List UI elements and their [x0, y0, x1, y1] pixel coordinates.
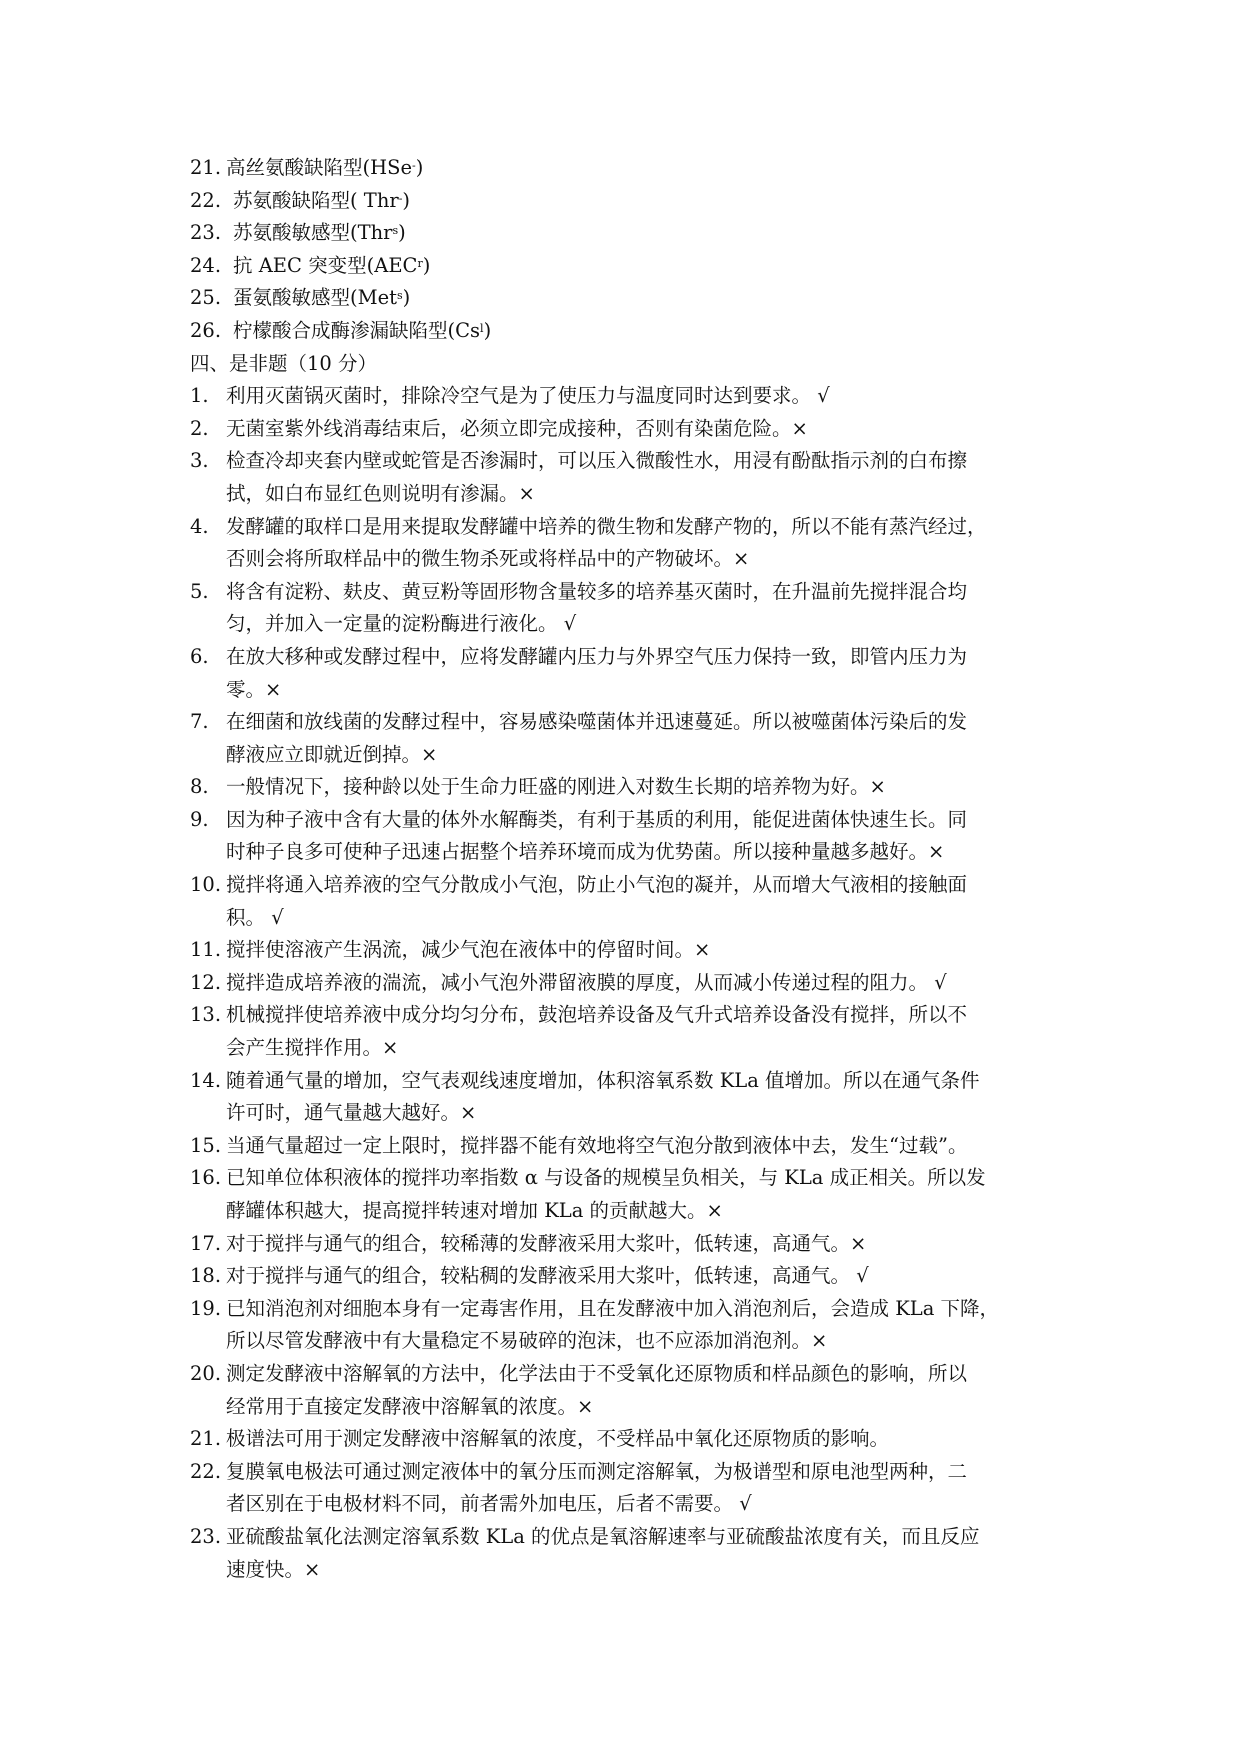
judgement-item: [190, 641, 1060, 706]
item-text: 许可时，通气量越大越好。×: [226, 1101, 477, 1125]
item-number: 16.: [190, 1166, 222, 1190]
item-text: 会产生搅拌作用。×: [226, 1036, 399, 1060]
judgement-first-line: [190, 967, 1060, 1000]
judgement-continuation-line: [190, 543, 1060, 576]
item-text: 拭，如白布显红色则说明有渗漏。×: [226, 481, 535, 505]
item-text: 当通气量超过一定上限时，搅拌器不能有效地将空气泡分散到液体中去，发生“过载”。: [226, 1133, 968, 1157]
item-number: [190, 674, 226, 707]
list-item: [190, 282, 1060, 315]
item-number: [190, 1391, 226, 1424]
judgement-first-line: [190, 1130, 1060, 1163]
item-superscript: l: [480, 321, 484, 335]
section-title: [190, 348, 1060, 381]
item-number: 19.: [190, 1296, 222, 1320]
item-number: [190, 1325, 226, 1358]
item-text: 检查冷却夹套内壁或蛇管是否渗漏时，可以压入微酸性水，用浸有酚酞指示剂的白布擦: [226, 449, 968, 473]
judgement-item: [190, 1358, 1060, 1423]
item-superscript: -: [412, 159, 416, 172]
item-number: 22.: [190, 1459, 222, 1483]
item-number: [190, 1195, 226, 1228]
judgement-first-line: [190, 1423, 1060, 1456]
item-text-tail: ): [398, 221, 406, 245]
item-text-main: 蛋氨酸敏感型(Met: [233, 286, 397, 310]
item-superscript: s: [392, 224, 399, 238]
judgement-item: [190, 1130, 1060, 1163]
item-text-tail: ): [402, 188, 411, 212]
judgement-item: [190, 999, 1060, 1064]
judgement-first-line: [190, 771, 1060, 804]
item-number: 22.: [190, 188, 222, 212]
item-text: 利用灭菌锅灭菌时，排除冷空气是为了使压力与温度同时达到要求。 √: [226, 384, 830, 408]
judgement-item: [190, 511, 1060, 576]
item-text: 将含有淀粉、麸皮、黄豆粉等固形物含量较多的培养基灭菌时，在升温前先搅拌混合均: [226, 579, 968, 603]
item-number: 24.: [190, 253, 222, 277]
judgement-first-line: [190, 1065, 1060, 1098]
judgement-item: [190, 869, 1060, 934]
judgement-first-line: [190, 413, 1060, 446]
item-text: 时种子良多可使种子迅速占据整个培养环境而成为优势菌。所以接种量越多越好。×: [226, 840, 945, 864]
judgement-continuation-line: [190, 1097, 1060, 1130]
item-text: 极谱法可用于测定发酵液中溶解氧的浓度，不受样品中氧化还原物质的影响。: [226, 1427, 890, 1451]
judgement-continuation-line: [190, 739, 1060, 772]
item-number: 11.: [190, 938, 222, 962]
item-text: 酵罐体积越大，提高搅拌转速对增加 KLa 的贡献越大。×: [226, 1199, 723, 1222]
section-title-text: 四、是非题（10 分）: [190, 351, 378, 375]
judgement-item: [190, 706, 1060, 771]
item-number: [190, 1032, 226, 1065]
item-text: 对于搅拌与通气的组合，较粘稠的发酵液采用大浆叶，低转速，高通气。 √: [226, 1264, 869, 1288]
judgement-continuation-line: [190, 478, 1060, 511]
judgement-item: [190, 1228, 1060, 1261]
item-number: 18.: [190, 1264, 222, 1288]
item-text: 否则会将所取样品中的微生物杀死或将样品中的产物破坏。×: [226, 547, 750, 571]
judgement-continuation-line: [190, 1554, 1060, 1587]
item-text: 零。×: [226, 677, 282, 701]
judgement-continuation-line: [190, 1391, 1060, 1424]
judgement-item: [190, 576, 1060, 641]
item-number: 3.: [190, 449, 209, 473]
item-text: [226, 152, 1060, 185]
judgement-item: [190, 1293, 1060, 1358]
item-number: 1.: [190, 384, 209, 408]
item-text: 搅拌造成培养液的湍流，减小气泡外滞留液膜的厚度，从而减小传递过程的阻力。 √: [226, 970, 947, 994]
item-number: 20.: [190, 1361, 222, 1385]
document-page: [190, 152, 1060, 1586]
item-number: 23.: [190, 1524, 222, 1548]
item-text-tail: ): [402, 286, 411, 310]
item-number: [190, 739, 226, 772]
judgement-first-line: [190, 869, 1060, 902]
judgement-first-line: [190, 445, 1060, 478]
judgement-item: [190, 1521, 1060, 1586]
item-text: [226, 185, 1060, 218]
judgement-first-line: [190, 1358, 1060, 1391]
list-item: [190, 185, 1060, 218]
item-text-main: 抗 AEC 突变型(AEC: [233, 253, 418, 277]
item-number: 14.: [190, 1068, 222, 1092]
item-text: 在放大移种或发酵过程中，应将发酵罐内压力与外界空气压力保持一致，即管内压力为: [226, 644, 968, 668]
item-number: [190, 902, 226, 935]
item-number: [190, 543, 226, 576]
judgement-continuation-line: [190, 608, 1060, 641]
judgement-continuation-line: [190, 674, 1060, 707]
item-text: 随着通气量的增加，空气表观线速度增加，体积溶氧系数 KLa 值增加。所以在通气条件: [226, 1068, 980, 1092]
item-number: [190, 836, 226, 869]
item-number: 10.: [190, 873, 222, 897]
item-text-main: 柠檬酸合成酶渗漏缺陷型(Cs: [233, 318, 481, 342]
item-text: [226, 250, 1060, 283]
judgement-item: [190, 413, 1060, 446]
item-text: 积。 √: [226, 905, 284, 929]
judgement-continuation-line: [190, 836, 1060, 869]
item-number: [190, 1488, 226, 1521]
item-text: 搅拌将通入培养液的空气分散成小气泡，防止小气泡的凝并，从而增大气液相的接触面: [226, 873, 968, 897]
judgement-first-line: [190, 1293, 1060, 1326]
item-number: 21.: [190, 1427, 222, 1451]
judgement-first-line: [190, 1521, 1060, 1554]
judgement-continuation-line: [190, 1195, 1060, 1228]
item-text: 因为种子液中含有大量的体外水解酶类，有利于基质的利用，能促进菌体快速生长。同: [226, 807, 968, 831]
item-text: [226, 217, 1060, 250]
judgement-first-line: [190, 934, 1060, 967]
item-text-tail: ): [422, 253, 431, 277]
list-item: [190, 315, 1060, 348]
item-text: 者区别在于电极材料不同，前者需外加电压，后者不需要。 √: [226, 1492, 752, 1516]
judgement-first-line: [190, 706, 1060, 739]
judgement-first-line: [190, 641, 1060, 674]
item-text: 无菌室紫外线消毒结束后，必须立即完成接种，否则有染菌危险。×: [226, 416, 808, 440]
list-item: [190, 152, 1060, 185]
judgement-continuation-line: [190, 902, 1060, 935]
item-text: 测定发酵液中溶解氧的方法中，化学法由于不受氧化还原物质和样品颜色的影响，所以: [226, 1361, 968, 1385]
item-text-main: 高丝氨酸缺陷型(HSe: [226, 156, 413, 179]
item-text: 亚硫酸盐氧化法测定溶氧系数 KLa 的优点是氧溶解速率与亚硫酸盐浓度有关，而且反应: [226, 1524, 980, 1548]
item-text-tail: ): [483, 318, 492, 342]
item-text: 所以尽管发酵液中有大量稳定不易破碎的泡沫，也不应添加消泡剂。×: [226, 1329, 828, 1353]
item-number: 4.: [190, 514, 209, 538]
item-superscript: r: [417, 256, 423, 270]
item-number: 9.: [190, 807, 209, 831]
list-item: [190, 217, 1060, 250]
judgement-list: [190, 380, 1060, 1586]
judgement-item: [190, 445, 1060, 510]
item-number: 25.: [190, 286, 222, 310]
item-number: 5.: [190, 579, 209, 603]
item-number: 8.: [190, 775, 209, 799]
item-text-main: 苏氨酸缺陷型( Thr: [233, 188, 399, 212]
judgement-item: [190, 380, 1060, 413]
judgement-first-line: [190, 1260, 1060, 1293]
item-number: [190, 1554, 226, 1587]
item-text: 复膜氧电极法可通过测定液体中的氧分压而测定溶解氧，为极谱型和原电池型两种，二: [226, 1459, 968, 1483]
judgement-item: [190, 1456, 1060, 1521]
judgement-item: [190, 1162, 1060, 1227]
item-number: 12.: [190, 970, 222, 994]
item-number: 2.: [190, 416, 209, 440]
judgement-first-line: [190, 1456, 1060, 1489]
judgement-first-line: [190, 380, 1060, 413]
judgement-first-line: [190, 576, 1060, 609]
item-number: 21.: [190, 156, 222, 179]
judgement-first-line: [190, 511, 1060, 544]
item-text: 对于搅拌与通气的组合，较稀薄的发酵液采用大浆叶，低转速，高通气。×: [226, 1231, 867, 1255]
judgement-item: [190, 1423, 1060, 1456]
item-number: 17.: [190, 1231, 222, 1255]
judgement-item: [190, 1065, 1060, 1130]
item-text: [226, 282, 1060, 315]
item-text: 搅拌使溶液产生涡流，减少气泡在液体中的停留时间。×: [226, 938, 711, 962]
item-superscript: s: [396, 289, 403, 303]
judgement-continuation-line: [190, 1488, 1060, 1521]
judgement-item: [190, 804, 1060, 869]
judgement-continuation-line: [190, 1325, 1060, 1358]
item-number: 26.: [190, 318, 222, 342]
item-number: [190, 478, 226, 511]
item-text: 匀，并加入一定量的淀粉酶进行液化。 √: [226, 612, 577, 636]
judgement-item: [190, 967, 1060, 1000]
item-text: 已知单位体积液体的搅拌功率指数 α 与设备的规模呈负相关，与 KLa 成正相关。所以发: [226, 1166, 986, 1190]
judgement-item: [190, 934, 1060, 967]
item-text: 已知消泡剂对细胞本身有一定毒害作用，且在发酵液中加入消泡剂后，会造成 KLa 下降，: [226, 1296, 1000, 1320]
item-text: 发酵罐的取样口是用来提取发酵罐中培养的微生物和发酵产物的，所以不能有蒸汽经过，: [226, 514, 987, 538]
judgement-first-line: [190, 1228, 1060, 1261]
item-number: 6.: [190, 644, 209, 668]
item-text-main: 苏氨酸敏感型(Thr: [233, 221, 393, 245]
item-number: 13.: [190, 1003, 222, 1027]
item-number: [190, 1097, 226, 1130]
item-number: [190, 608, 226, 641]
judgement-item: [190, 1260, 1060, 1293]
item-text: 速度快。×: [226, 1557, 321, 1581]
item-text-tail: ): [415, 156, 424, 179]
item-superscript: -: [398, 191, 403, 205]
item-text: 酵液应立即就近倒掉。×: [226, 742, 438, 766]
item-text: 一般情况下，接种龄以处于生命力旺盛的刚进入对数生长期的培养物为好。×: [226, 775, 886, 799]
item-number: 7.: [190, 710, 209, 734]
judgement-first-line: [190, 1162, 1060, 1195]
item-text: 在细菌和放线菌的发酵过程中，容易感染噬菌体并迅速蔓延。所以被噬菌体污染后的发: [226, 710, 968, 734]
item-number: 15.: [190, 1133, 222, 1157]
item-text: 经常用于直接定发酵液中溶解氧的浓度。×: [226, 1394, 594, 1418]
judgement-item: [190, 771, 1060, 804]
part-three-list: [190, 152, 1060, 348]
judgement-first-line: [190, 804, 1060, 837]
item-text: [226, 315, 1060, 348]
item-text: 机械搅拌使培养液中成分均匀分布，鼓泡培养设备及气升式培养设备没有搅拌，所以不: [226, 1003, 968, 1027]
judgement-first-line: [190, 999, 1060, 1032]
item-number: 23.: [190, 221, 222, 245]
judgement-continuation-line: [190, 1032, 1060, 1065]
list-item: [190, 250, 1060, 283]
